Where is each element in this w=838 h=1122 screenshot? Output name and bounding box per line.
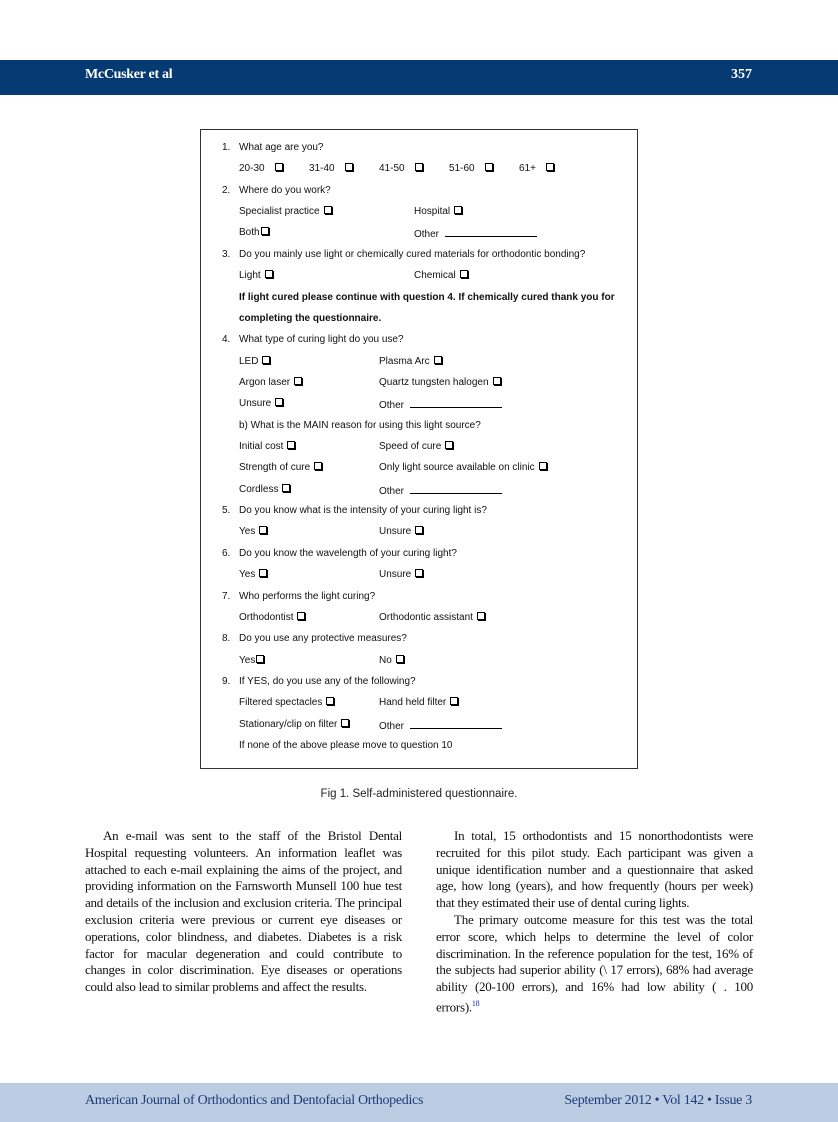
checkbox[interactable]: [314, 462, 322, 470]
answer-option: [414, 227, 537, 240]
checkbox[interactable]: [415, 526, 423, 534]
questionnaire-row: [201, 462, 637, 478]
question-text: What type of curing light do you use?: [239, 334, 404, 346]
question-number: 5.: [222, 505, 231, 517]
questionnaire-row: [201, 441, 637, 457]
question-text: b) What is the MAIN reason for using this light source?: [239, 419, 481, 431]
option-label: Unsure: [239, 398, 272, 410]
questionnaire-row: [201, 206, 637, 222]
questionnaire-row: [201, 292, 637, 308]
page-number: 357: [731, 67, 752, 82]
question-text: Do you mainly use light or chemically cured materials for orthodontic bonding?: [239, 248, 586, 260]
checkbox[interactable]: [415, 569, 423, 577]
question-number: 7.: [222, 590, 231, 602]
answer-option: [239, 612, 305, 623]
questionnaire-row: [201, 676, 637, 692]
option-label: 20-30: [239, 163, 265, 175]
answer-option: [379, 697, 458, 708]
option-label: Other: [414, 229, 440, 241]
option-label: 51-60: [449, 163, 475, 175]
running-header: [0, 60, 838, 95]
option-label: Unsure: [379, 569, 412, 581]
questionnaire-row: [201, 526, 637, 542]
option-label: Hospital: [414, 206, 451, 218]
checkbox[interactable]: [450, 697, 458, 705]
answer-option: [239, 206, 332, 217]
checkbox[interactable]: [326, 697, 334, 705]
question-text: Where do you work?: [239, 184, 331, 196]
checkbox[interactable]: [341, 719, 349, 727]
body-column-left: [85, 828, 402, 996]
checkbox[interactable]: [324, 206, 332, 214]
other-blank-line[interactable]: [410, 484, 502, 494]
question-number: 2.: [222, 184, 231, 196]
age-option: [519, 163, 554, 174]
answer-option: [379, 377, 501, 388]
paragraph: The primary outcome measure for this test was the total error score, which helps to determine the level of color discrimination. In the reference population for the test, 16% of the subjects had superior ability (\ 17 errors), 68% had average ability (20-100 errors), and 16% had low ability ( . 100 errors).$^{18}$: [436, 911, 753, 1015]
checkbox[interactable]: [546, 163, 554, 171]
checkbox[interactable]: [454, 206, 462, 214]
option-label: 31-40: [309, 163, 335, 175]
paragraph: An e-mail was sent to the staff of the Bristol Dental Hospital requesting volunteers. An information leaflet was attached to each e-mail explaining the aims of the project, and providing information on the Farnsworth Munsell 100 hue test and details of the inclusion and exclusion criteria. The principal exclusion criteria were previous or current eye diseases or operations, color blindness, and diabetes. Diabetes is a risk factor for macular degeneration and could contribute to changes in color discrimination. Eye diseases or operations could also lead to similar problems and affect the results.: [85, 828, 402, 995]
questionnaire-row: [201, 591, 637, 607]
checkbox[interactable]: [275, 163, 283, 171]
checkbox[interactable]: [539, 462, 547, 470]
checkbox[interactable]: [262, 356, 270, 364]
questionnaire-row: [201, 740, 637, 756]
questionnaire-row: [201, 227, 637, 243]
questionnaire-figure: [200, 129, 638, 769]
option-label: Both: [239, 227, 260, 239]
questionnaire-row: [201, 719, 637, 735]
option-label: Other: [379, 400, 405, 412]
other-blank-line[interactable]: [410, 719, 502, 729]
answer-option: [239, 398, 283, 409]
option-label: Yes: [239, 526, 256, 538]
issue-info: September 2012 • Vol 142 • Issue 3: [564, 1093, 752, 1108]
answer-option: [379, 569, 423, 580]
questionnaire-row: [201, 398, 637, 414]
questionnaire-row: [201, 334, 637, 350]
checkbox[interactable]: [493, 377, 501, 385]
instruction-text: completing the questionnaire.: [239, 312, 382, 324]
option-label: 41-50: [379, 163, 405, 175]
option-label: Speed of cure: [379, 441, 442, 453]
reference-link[interactable]: 18: [471, 998, 480, 1008]
age-option: [449, 163, 493, 174]
instruction-text: If light cured please continue with question 4. If chemically cured thank you for: [239, 291, 615, 303]
answer-option: [239, 377, 302, 388]
questionnaire-row: [201, 697, 637, 713]
checkbox[interactable]: [434, 356, 442, 364]
checkbox[interactable]: [396, 655, 404, 663]
questionnaire-row: [201, 505, 637, 521]
question-number: 4.: [222, 334, 231, 346]
questionnaire-row: [201, 185, 637, 201]
checkbox[interactable]: [287, 441, 295, 449]
questionnaire-row: [201, 249, 637, 265]
checkbox[interactable]: [485, 163, 493, 171]
age-option: [309, 163, 353, 174]
checkbox[interactable]: [261, 227, 269, 235]
checkbox[interactable]: [460, 270, 468, 278]
checkbox[interactable]: [282, 484, 290, 492]
checkbox[interactable]: [256, 655, 264, 663]
option-label: Specialist practice: [239, 206, 320, 218]
option-label: Other: [379, 720, 405, 732]
option-label: Stationary/clip on filter: [239, 718, 338, 730]
question-number: 3.: [222, 248, 231, 260]
answer-option: [239, 697, 334, 708]
questionnaire-row: [201, 633, 637, 649]
option-label: Yes: [239, 569, 256, 581]
option-label: Plasma Arc: [379, 355, 430, 367]
option-label: Unsure: [379, 526, 412, 538]
question-text: If none of the above please move to question 10: [239, 740, 453, 752]
checkbox[interactable]: [259, 569, 267, 577]
figure-caption: Fig 1. Self-administered questionnaire.: [320, 788, 518, 800]
checkbox[interactable]: [275, 398, 283, 406]
answer-option: [379, 356, 442, 367]
header-authors: McCusker et al: [85, 67, 173, 82]
questionnaire-row: [201, 484, 637, 500]
answer-option: [239, 526, 267, 537]
answer-option: [414, 270, 468, 281]
option-label: Orthodontic assistant: [379, 611, 473, 623]
question-number: 6.: [222, 547, 231, 559]
questionnaire-row: [201, 142, 637, 158]
checkbox[interactable]: [297, 612, 305, 620]
age-option: [239, 163, 283, 174]
option-label: Light: [239, 270, 261, 282]
checkbox[interactable]: [345, 163, 353, 171]
questionnaire-row: [201, 655, 637, 671]
journal-name: American Journal of Orthodontics and Dentofacial Orthopedics: [85, 1093, 424, 1108]
questionnaire-row: [201, 569, 637, 585]
answer-option: [239, 484, 290, 495]
question-number: 8.: [222, 633, 231, 645]
answer-option: [379, 526, 423, 537]
question-text: If YES, do you use any of the following?: [239, 676, 416, 687]
answer-option: [379, 462, 547, 473]
answer-option: [379, 398, 502, 411]
answer-option: [239, 356, 270, 367]
option-label: Filtered spectacles: [239, 697, 323, 709]
paragraph: In total, 15 orthodontists and 15 nonorthodontists were recruited for this pilot study. Each participant was given a unique identification number and a questionnaire that asked age, how long (years), and how frequently (hours per week) that they estimated their use of dental curing lights.: [436, 828, 753, 911]
body-column-right: [436, 828, 753, 1016]
option-label: 61+: [519, 163, 536, 175]
checkbox[interactable]: [477, 612, 485, 620]
option-label: Initial cost: [239, 441, 284, 453]
questionnaire-row: [201, 548, 637, 564]
answer-option: [239, 441, 295, 452]
option-label: Only light source available on clinic: [379, 462, 535, 474]
question-text: What age are you?: [239, 142, 324, 153]
option-label: Chemical: [414, 270, 456, 282]
checkbox[interactable]: [445, 441, 453, 449]
question-text: Do you know what is the intensity of your curing light is?: [239, 505, 487, 517]
questionnaire-row: [201, 356, 637, 372]
question-text: Do you know the wavelength of your curing light?: [239, 547, 457, 559]
question-number: 9.: [222, 676, 231, 687]
questionnaire-row: [201, 313, 637, 329]
answer-option: [414, 206, 462, 217]
answer-option: [379, 612, 485, 623]
other-blank-line[interactable]: [410, 398, 502, 408]
checkbox[interactable]: [259, 526, 267, 534]
question-number: 1.: [222, 142, 231, 153]
questionnaire-row: [201, 612, 637, 628]
questionnaire-row: [201, 163, 637, 179]
option-label: LED: [239, 355, 259, 367]
option-label: Orthodontist: [239, 611, 294, 623]
other-blank-line[interactable]: [445, 227, 537, 237]
option-label: Hand held filter: [379, 697, 447, 709]
answer-option: [239, 655, 264, 666]
option-label: Yes: [239, 654, 256, 666]
answer-option: [239, 270, 273, 281]
option-label: Other: [379, 485, 405, 497]
questionnaire-row: [201, 420, 637, 436]
answer-option: [379, 655, 404, 666]
checkbox[interactable]: [415, 163, 423, 171]
answer-option: [239, 719, 349, 730]
age-option: [379, 163, 423, 174]
checkbox[interactable]: [294, 377, 302, 385]
questionnaire-row: [201, 270, 637, 286]
option-label: Strength of cure: [239, 462, 311, 474]
option-label: Quartz tungsten halogen: [379, 376, 489, 388]
question-text: Do you use any protective measures?: [239, 633, 407, 645]
answer-option: [239, 569, 267, 580]
answer-option: [239, 462, 322, 473]
option-label: Argon laser: [239, 376, 291, 388]
answer-option: [239, 227, 269, 238]
running-footer: [0, 1083, 838, 1122]
answer-option: [379, 484, 502, 497]
option-label: Cordless: [239, 483, 279, 495]
question-text: Who performs the light curing?: [239, 590, 376, 602]
questionnaire-row: [201, 377, 637, 393]
answer-option: [379, 441, 453, 452]
answer-option: [379, 719, 502, 732]
checkbox[interactable]: [265, 270, 273, 278]
option-label: No: [379, 654, 392, 666]
